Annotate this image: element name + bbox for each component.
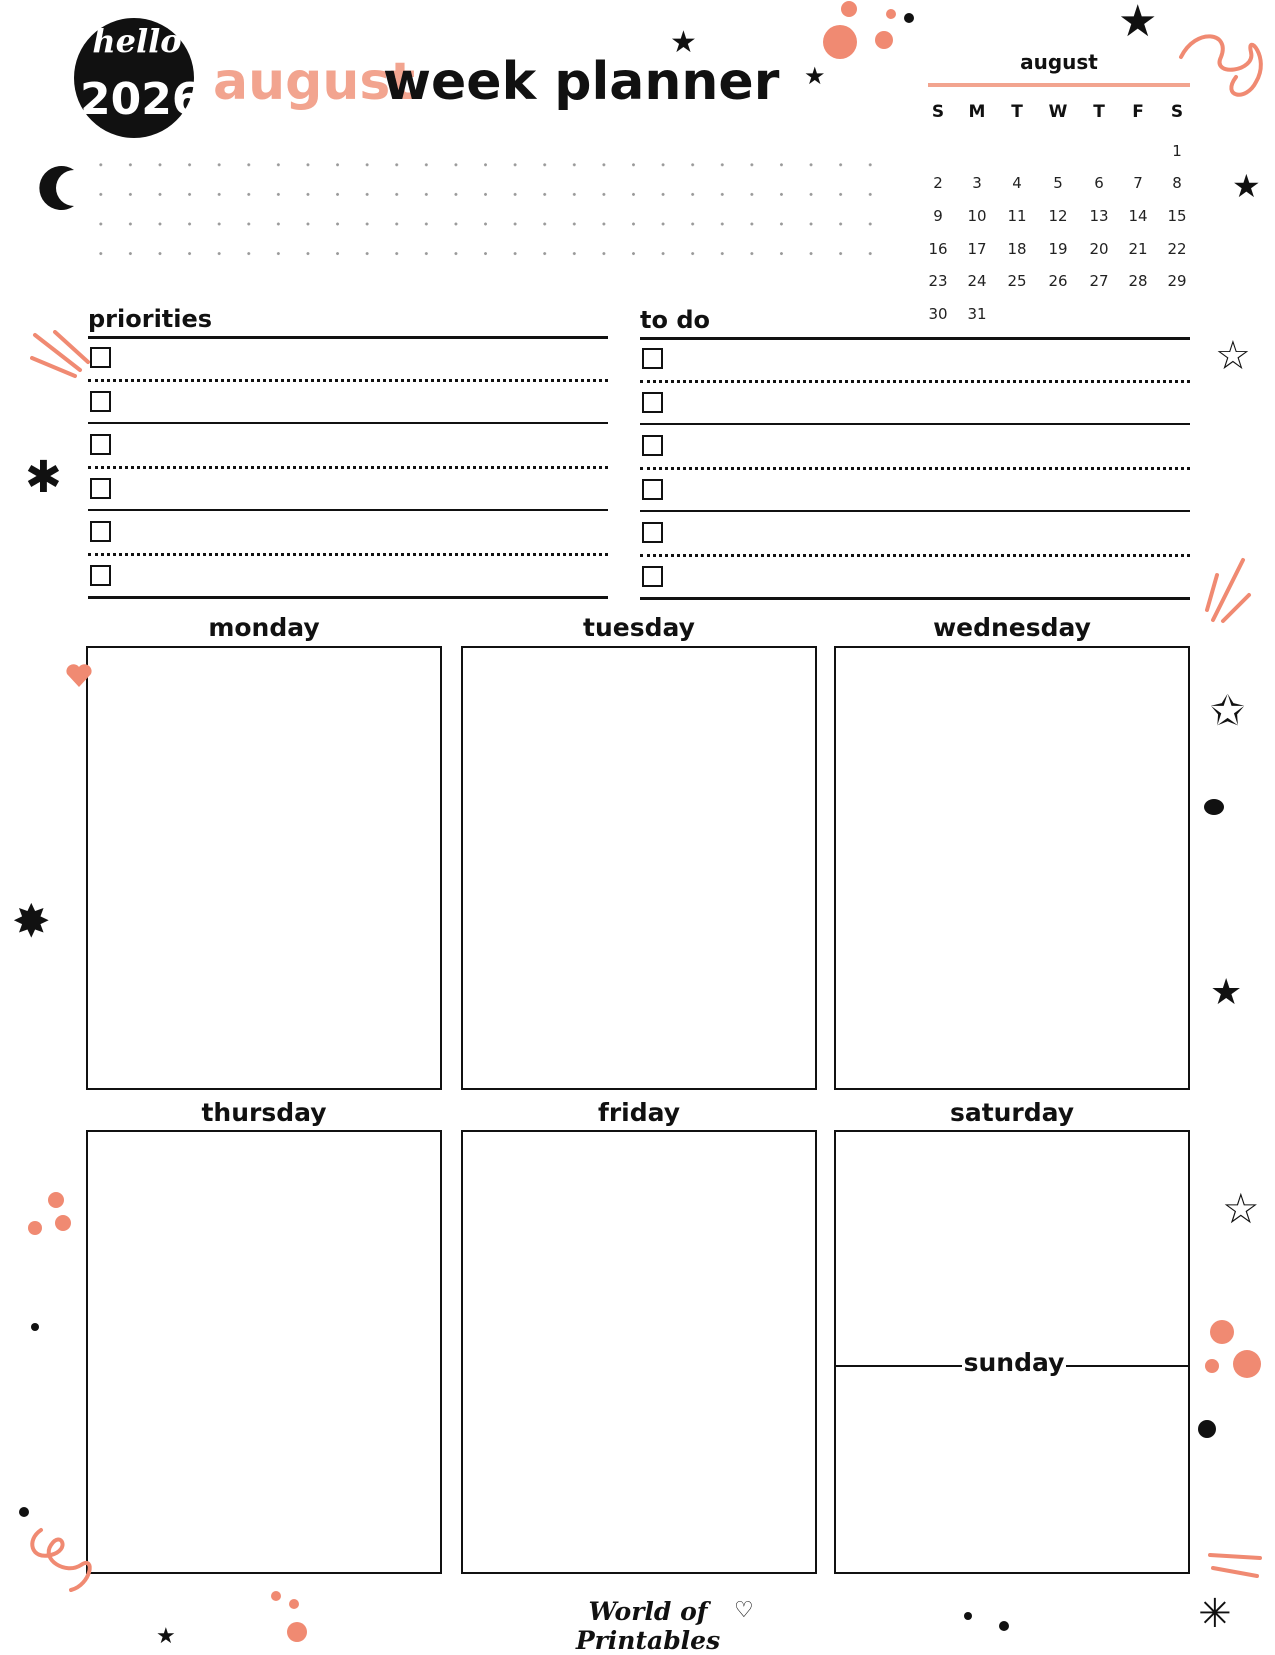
mini-calendar-day: 25 [1007,272,1027,290]
mini-calendar-day: 31 [967,305,987,323]
day-label-wednesday: wednesday [933,613,1091,642]
todo-checkbox[interactable] [642,435,663,456]
mini-calendar-weekday: S [931,102,945,122]
mini-calendar-day: 10 [967,207,987,225]
priorities-row-line[interactable] [88,379,608,382]
mini-calendar-weekday: F [1132,102,1144,122]
mini-calendar-day: 23 [928,272,948,290]
mini-calendar-day: 18 [1007,240,1027,258]
dot-icon [1196,1418,1220,1440]
burst-lines-icon [1205,1550,1265,1580]
star-outline-icon: ☆ [1222,1184,1260,1233]
mini-calendar-day: 26 [1048,272,1068,290]
priorities-checkbox[interactable] [90,434,111,455]
mini-calendar-day: 16 [928,240,948,258]
mini-calendar-day: 6 [1094,174,1104,192]
mini-calendar-weekday: T [1093,102,1105,122]
mini-calendar-weekday: S [1170,102,1184,122]
star-icon: ✱ [25,452,62,503]
mini-calendar-day: 27 [1089,272,1109,290]
mini-calendar-day: 24 [967,272,987,290]
todo-checkbox[interactable] [642,392,663,413]
mini-calendar-day: 5 [1053,174,1063,192]
badge-year-text: 2026 [80,74,203,125]
dot-icon [28,1320,42,1334]
mini-calendar-weekday: T [1011,102,1023,122]
mini-calendar-day: 29 [1167,272,1187,290]
priorities-checkbox[interactable] [90,565,111,586]
day-box-thursday[interactable] [86,1130,442,1574]
mini-calendar-day: 2 [933,174,943,192]
priorities-row-line[interactable] [88,422,608,424]
title-month: august [213,52,416,112]
mini-calendar-day: 13 [1089,207,1109,225]
mini-calendar-day: 4 [1012,174,1022,192]
moon-icon [32,162,82,212]
swirl-icon [16,1500,106,1600]
heart-outline-icon: ♡ [734,1598,754,1623]
footer-brand: World of Printables [575,1597,721,1655]
mini-calendar-rule [928,83,1190,87]
todo-checkbox[interactable] [642,479,663,500]
mini-calendar-day: 28 [1128,272,1148,290]
priorities-checkbox[interactable] [90,347,111,368]
mini-calendar-month: august [1020,50,1098,74]
badge-hello-text: hello [92,22,182,60]
mini-calendar-day: 21 [1128,240,1148,258]
todo-row-line[interactable] [640,423,1190,425]
dots-cluster-icon [820,0,920,60]
mini-calendar-day: 3 [972,174,982,192]
todo-row-line[interactable] [640,510,1190,512]
todo-checkbox[interactable] [642,566,663,587]
day-label-monday: monday [208,613,320,642]
star-icon: ★ [1232,167,1261,205]
mini-calendar-day: 22 [1167,240,1187,258]
day-box-wednesday[interactable] [834,646,1190,1090]
mini-calendar-weekday: M [968,102,986,122]
mini-calendar-day: 30 [928,305,948,323]
mini-calendar-day: 15 [1167,207,1187,225]
burst-icon: ✳ [1198,1591,1232,1637]
mini-calendar-day: 14 [1128,207,1148,225]
priorities-rule [88,336,608,339]
todo-row-line[interactable] [640,554,1190,557]
priorities-title: priorities [88,305,213,333]
day-label-saturday: saturday [949,1098,1075,1127]
priorities-row-line[interactable] [88,596,608,599]
star-icon: ★ [670,25,697,60]
priorities-row-line[interactable] [88,466,608,469]
todo-row-line[interactable] [640,380,1190,383]
dot-icon [1200,795,1230,820]
todo-checkbox[interactable] [642,348,663,369]
mini-calendar-day: 20 [1089,240,1109,258]
todo-rule [640,337,1190,340]
star-icon: ★ [804,62,826,90]
mini-calendar-weekday: W [1048,102,1068,122]
todo-row-line[interactable] [640,467,1190,470]
star-outline-icon: ☆ [1215,333,1251,379]
star-icon: ★ [1210,972,1243,1013]
sunday-divider-left [834,1365,962,1367]
day-label-friday: friday [597,1098,681,1127]
burst-star-icon: ✸ [12,894,51,948]
priorities-row-line[interactable] [88,553,608,556]
sunday-divider-right [1066,1365,1190,1367]
todo-title: to do [640,306,710,334]
priorities-checkbox[interactable] [90,478,111,499]
dots-cluster-icon [1200,1318,1270,1386]
mini-calendar-day: 9 [933,207,943,225]
day-box-tuesday[interactable] [461,646,817,1090]
mini-calendar-day: 12 [1048,207,1068,225]
swirl-icon [1176,22,1271,112]
star-icon: ★ [1118,0,1158,47]
mini-calendar-day: 11 [1007,207,1027,225]
mini-calendar-day: 8 [1172,174,1182,192]
heart-icon [64,660,94,690]
priorities-checkbox[interactable] [90,391,111,412]
day-label-thursday: thursday [201,1098,327,1127]
todo-checkbox[interactable] [642,522,663,543]
day-label-tuesday: tuesday [583,613,695,642]
todo-row-line[interactable] [640,597,1190,600]
mini-calendar-day: 17 [967,240,987,258]
star-outline-icon: ✩ [1210,686,1246,735]
dot-grid-notes-area[interactable] [86,150,886,280]
day-box-monday[interactable] [86,646,442,1090]
mini-calendar-day: 19 [1048,240,1068,258]
priorities-row-line[interactable] [88,509,608,511]
mini-calendar-day: 1 [1172,142,1182,160]
burst-lines-icon [1205,555,1255,625]
dots-cluster-icon [960,1608,1020,1638]
day-label-sunday: sunday [963,1348,1065,1377]
day-box-friday[interactable] [461,1130,817,1574]
dots-cluster-icon [20,1188,80,1238]
priorities-checkbox[interactable] [90,521,111,542]
mini-calendar-day: 7 [1133,174,1143,192]
dots-cluster-icon [268,1588,308,1646]
star-icon: ★ [156,1624,176,1649]
page-title: week planner [383,52,780,112]
burst-lines-icon [30,330,90,380]
